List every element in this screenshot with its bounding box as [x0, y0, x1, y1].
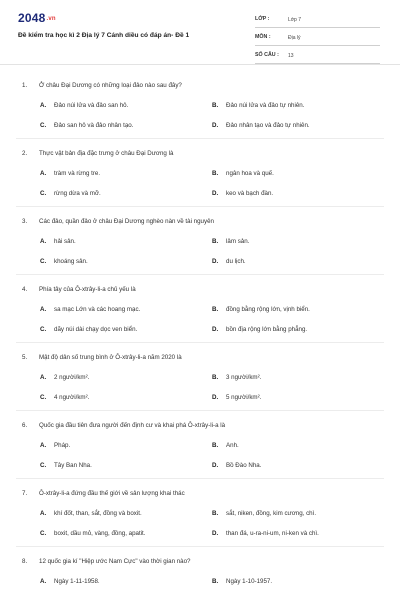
- option-text: Đảo nhân tạo và đảo tự nhiên.: [226, 122, 310, 129]
- option-text: Tây Ban Nha.: [54, 462, 92, 469]
- option-letter: D.: [212, 530, 219, 537]
- question-number: 5.: [22, 354, 28, 361]
- option-letter: A.: [40, 578, 47, 585]
- logo-text: 2048: [18, 11, 46, 25]
- option-text: ngân hoa và quế.: [226, 170, 274, 177]
- option-text: sắt, niken, đồng, kim cương, chì.: [226, 510, 317, 517]
- meta-row-question-count: [255, 49, 380, 64]
- document-header: [0, 0, 400, 64]
- option-text: than đá, u-ra-ni-um, ni-ken và chì.: [226, 530, 319, 537]
- option-letter: B.: [212, 442, 219, 449]
- option-text: Ngày 1-11-1958.: [54, 578, 100, 585]
- meta-row-class: [255, 13, 380, 28]
- option-letter: A.: [40, 374, 47, 381]
- option-text: lâm sản.: [226, 238, 250, 245]
- option-a[interactable]: [40, 374, 89, 381]
- option-c[interactable]: [40, 122, 133, 129]
- option-text: Đảo núi lửa và đảo tự nhiên.: [226, 102, 305, 109]
- option-c[interactable]: [40, 394, 89, 401]
- option-d[interactable]: [212, 530, 319, 537]
- question-number: 2.: [22, 150, 28, 157]
- option-letter: C.: [40, 326, 47, 333]
- option-letter: A.: [40, 102, 47, 109]
- meta-row-subject: [255, 31, 380, 46]
- option-text: Ngày 1-10-1957.: [226, 578, 273, 585]
- option-letter: A.: [40, 238, 47, 245]
- option-b[interactable]: [212, 238, 249, 245]
- question-text: Ở châu Đại Dương có những loại đảo nào sau đây?: [39, 82, 182, 89]
- option-letter: D.: [212, 394, 219, 401]
- option-text: Bồ Đào Nha.: [226, 462, 262, 469]
- meta-value: 13: [288, 52, 294, 59]
- question-divider: [16, 546, 384, 547]
- header-divider: [0, 64, 400, 65]
- option-a[interactable]: [40, 306, 140, 313]
- option-a[interactable]: [40, 578, 100, 585]
- question-text: Ô-xtrây-li-a đứng đầu thế giới về sản lượng khai thác: [39, 490, 185, 497]
- option-text: boxit, dầu mỏ, vàng, đồng, apatit.: [54, 530, 146, 537]
- option-d[interactable]: [212, 122, 310, 129]
- option-letter: A.: [40, 442, 47, 449]
- option-letter: A.: [40, 306, 47, 313]
- option-text: dãy núi dài chạy dọc ven biển.: [54, 326, 138, 333]
- meta-label: LỚP :: [255, 16, 270, 22]
- question-divider: [16, 478, 384, 479]
- option-letter: B.: [212, 510, 219, 517]
- option-c[interactable]: [40, 326, 137, 333]
- option-letter: D.: [212, 258, 219, 265]
- question-divider: [16, 342, 384, 343]
- option-letter: B.: [212, 578, 219, 585]
- option-letter: C.: [40, 394, 47, 401]
- meta-label: SỐ CÂU :: [255, 52, 279, 58]
- option-text: sa mạc Lớn và các hoang mạc.: [54, 306, 141, 313]
- option-text: keo và bạch đàn.: [226, 190, 274, 197]
- question-text: 12 quốc gia kí "Hiệp ước Nam Cực" vào thời gian nào?: [39, 558, 191, 565]
- option-d[interactable]: [212, 258, 246, 265]
- option-letter: C.: [40, 190, 47, 197]
- question-number: 3.: [22, 218, 28, 225]
- option-d[interactable]: [212, 326, 307, 333]
- option-a[interactable]: [40, 170, 100, 177]
- option-letter: B.: [212, 102, 219, 109]
- option-d[interactable]: [212, 394, 261, 401]
- option-letter: B.: [212, 374, 219, 381]
- option-b[interactable]: [212, 374, 261, 381]
- option-letter: C.: [40, 258, 47, 265]
- option-text: hải sản.: [54, 238, 76, 245]
- option-d[interactable]: [212, 190, 273, 197]
- question-divider: [16, 206, 384, 207]
- question-divider: [16, 138, 384, 139]
- option-letter: B.: [212, 170, 219, 177]
- option-letter: A.: [40, 510, 47, 517]
- option-text: Đảo núi lửa và đảo san hô.: [54, 102, 129, 109]
- site-logo[interactable]: [18, 11, 56, 25]
- option-letter: C.: [40, 462, 47, 469]
- option-letter: A.: [40, 170, 47, 177]
- option-a[interactable]: [40, 102, 128, 109]
- question-text: Các đảo, quần đảo ở châu Đại Dương nghèo nàn về tài nguyên: [39, 218, 214, 225]
- option-b[interactable]: [212, 306, 310, 313]
- option-a[interactable]: [40, 238, 76, 245]
- option-text: 2 người/km².: [54, 374, 90, 381]
- option-text: khoáng sản.: [54, 258, 88, 265]
- option-a[interactable]: [40, 510, 142, 517]
- option-b[interactable]: [212, 442, 239, 449]
- option-letter: C.: [40, 530, 47, 537]
- option-text: Pháp.: [54, 442, 71, 449]
- question-divider: [16, 274, 384, 275]
- option-letter: B.: [212, 306, 219, 313]
- question-number: 7.: [22, 490, 28, 497]
- option-c[interactable]: [40, 190, 101, 197]
- option-letter: D.: [212, 462, 219, 469]
- meta-value: Địa lý: [288, 34, 301, 41]
- question-divider: [16, 410, 384, 411]
- option-b[interactable]: [212, 510, 316, 517]
- question-number: 1.: [22, 82, 28, 89]
- option-c[interactable]: [40, 462, 92, 469]
- document-meta: [255, 13, 380, 67]
- option-text: du lịch.: [226, 258, 246, 265]
- logo-suffix: .vn: [46, 15, 56, 22]
- option-b[interactable]: [212, 578, 272, 585]
- meta-value: Lớp 7: [288, 16, 302, 23]
- option-letter: B.: [212, 238, 219, 245]
- question-number: 8.: [22, 558, 28, 565]
- option-text: Anh.: [226, 442, 239, 449]
- question-text: Phía tây của Ô-xtrây-li-a chủ yếu là: [39, 286, 136, 293]
- question-text: Quốc gia đầu tiên đưa người đến định cư và khai phá Ô-xtrây-li-a là: [39, 422, 226, 429]
- option-c[interactable]: [40, 258, 88, 265]
- question-number: 6.: [22, 422, 28, 429]
- option-text: 3 người/km².: [226, 374, 262, 381]
- option-text: 4 người/km².: [54, 394, 90, 401]
- option-letter: C.: [40, 122, 47, 129]
- option-text: 5 người/km².: [226, 394, 262, 401]
- question-number: 4.: [22, 286, 28, 293]
- option-text: rừng dừa và mỡ.: [54, 190, 101, 197]
- option-text: tràm và rừng tre.: [54, 170, 101, 177]
- meta-label: MÔN :: [255, 34, 271, 40]
- option-a[interactable]: [40, 442, 70, 449]
- question-text: Thực vật bản địa đặc trưng ở châu Đại Dương là: [39, 150, 174, 157]
- option-letter: D.: [212, 122, 219, 129]
- question-text: Mật độ dân số trung bình ở Ô-xtrây-li-a năm 2020 là: [39, 354, 182, 361]
- option-b[interactable]: [212, 102, 304, 109]
- option-c[interactable]: [40, 530, 146, 537]
- option-text: đồng bằng rộng lớn, vịnh biển.: [226, 306, 310, 313]
- option-text: khí đốt, than, sắt, đồng và boxit.: [54, 510, 142, 517]
- option-text: Đảo san hô và đảo nhân tạo.: [54, 122, 134, 129]
- option-letter: D.: [212, 326, 219, 333]
- option-text: bồn địa rộng lớn bằng phẳng.: [226, 326, 308, 333]
- option-b[interactable]: [212, 170, 274, 177]
- option-d[interactable]: [212, 462, 261, 469]
- document-title: Đề kiểm tra học kì 2 Địa lý 7 Cánh diều có đáp án- Đề 1: [18, 32, 190, 39]
- option-letter: D.: [212, 190, 219, 197]
